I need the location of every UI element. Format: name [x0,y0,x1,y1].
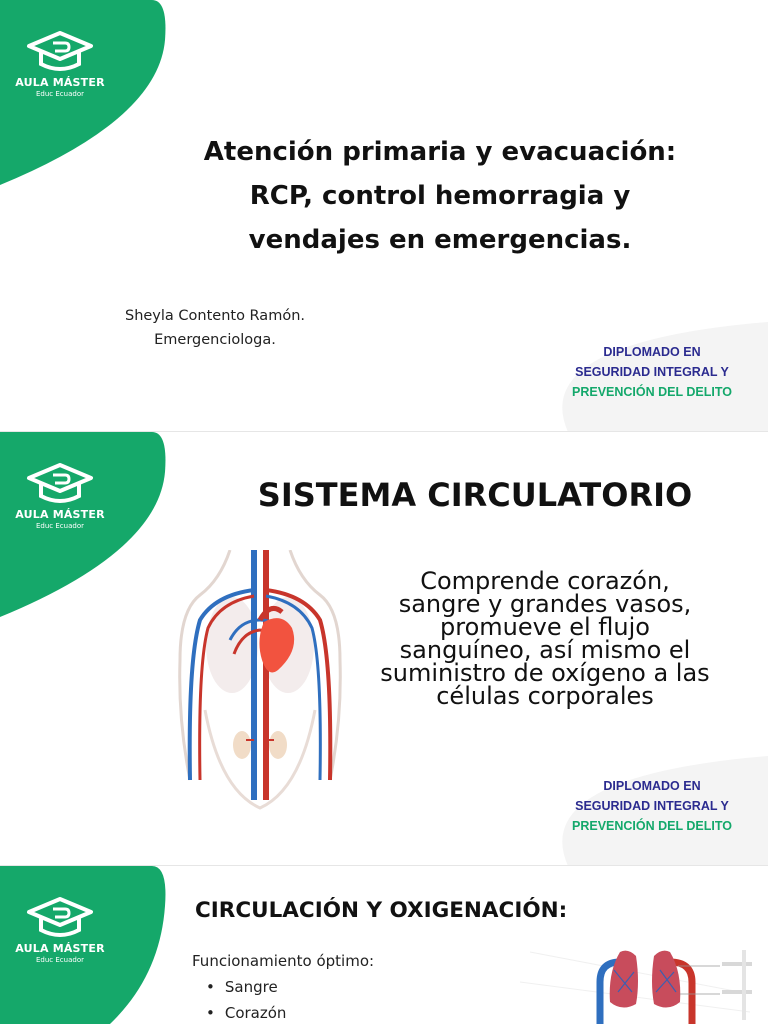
title-line: Atención primaria y evacuación: [203,137,677,167]
list-item: • Corazón [206,1000,374,1024]
slide-title: SISTEMA CIRCULATORIO [257,476,693,514]
description-line: promueve el flujo [440,613,650,641]
badge-line-1: DIPLOMADO EN [603,779,701,793]
brand-name: AULA MÁSTER [15,76,105,89]
circulatory-system-illustration [160,550,360,810]
diploma-badge [552,776,752,836]
description-line: sanguíneo, así mismo el [399,636,691,664]
author-role: Emergenciologa. [154,332,276,348]
graduation-cap-icon [25,896,95,940]
badge-line-3: PREVENCIÓN DEL DELITO [572,385,732,399]
list-intro: Funcionamiento óptimo: [192,952,375,970]
brand-name: AULA MÁSTER [15,942,105,955]
bullet-list [206,974,374,1024]
title-line: vendajes en emergencias. [248,225,632,255]
author-name: Sheyla Contento Ramón. [124,308,305,324]
aula-master-logo [10,462,110,530]
slide-title: CIRCULACIÓN Y OXIGENACIÓN: [195,898,568,923]
brand-name: AULA MÁSTER [15,508,105,521]
pulmonary-circulation-illustration [510,942,760,1024]
description-line: sangre y grandes vasos, [398,590,692,618]
description-line: Comprende corazón, [420,567,670,595]
diploma-badge [552,342,752,402]
slide-1 [0,0,768,432]
list-item: • Sangre [206,974,374,1000]
description-line: suministro de oxígeno a las [380,659,710,687]
badge-line-2: SEGURIDAD INTEGRAL Y [575,799,729,813]
presentation-title [180,130,700,262]
badge-line-1: DIPLOMADO EN [603,345,701,359]
description-line: células corporales [436,682,654,710]
brand-subtitle: Educ Ecuador [36,522,84,530]
brand-subtitle: Educ Ecuador [36,90,84,98]
aula-master-logo [10,896,110,964]
aula-master-logo [10,30,110,98]
slide-3 [0,866,768,1024]
badge-line-2: SEGURIDAD INTEGRAL Y [575,365,729,379]
brand-subtitle: Educ Ecuador [36,956,84,964]
graduation-cap-icon [25,30,95,74]
graduation-cap-icon [25,462,95,506]
badge-line-3: PREVENCIÓN DEL DELITO [572,819,732,833]
author-block [90,304,340,352]
slide-description [352,567,738,710]
slide-2 [0,432,768,866]
title-line: RCP, control hemorragia y [249,181,631,211]
function-list-block [192,952,374,1024]
